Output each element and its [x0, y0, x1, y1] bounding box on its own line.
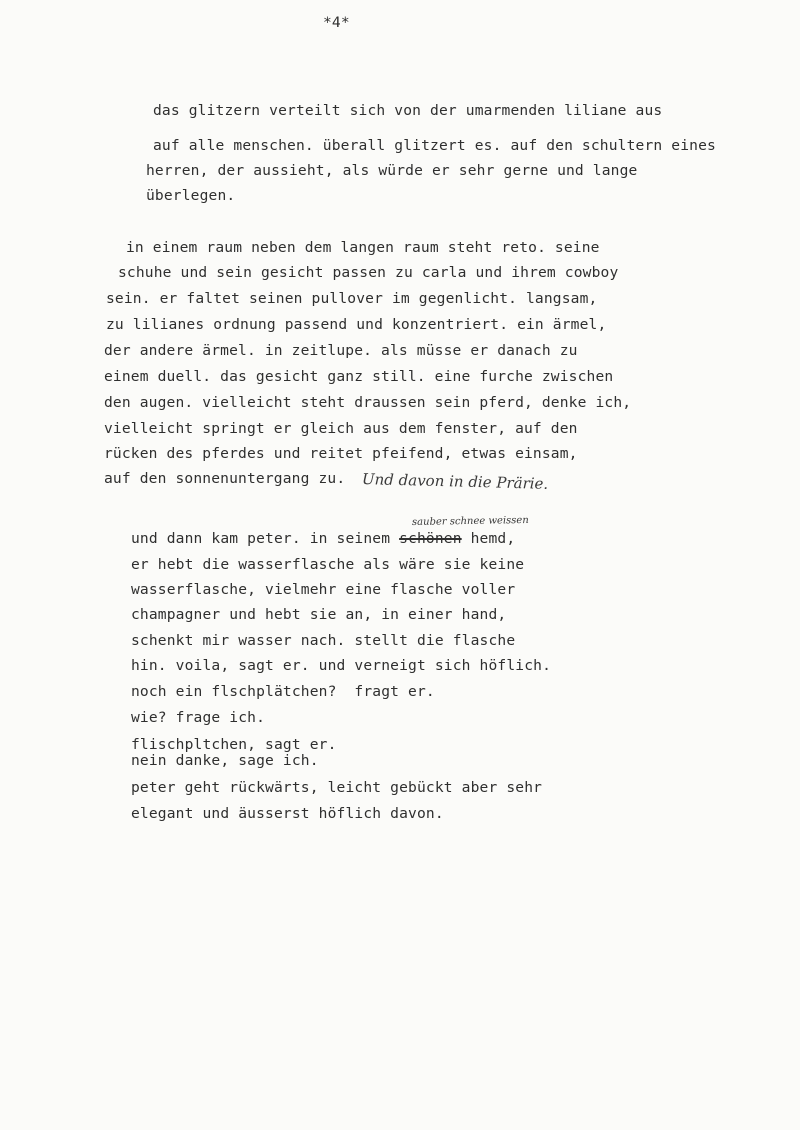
struck-word: schönen [399, 530, 462, 547]
p1-line-4: überlegen. [146, 187, 236, 204]
p2-line-3: sein. er faltet seinen pullover im gegenlicht. langsam, [106, 290, 598, 307]
page-number: *4* [323, 14, 350, 31]
p2-line-2: schuhe und sein gesicht passen zu carla und ihrem cowboy [118, 264, 619, 281]
p3-line-6: hin. voila, sagt er. und verneigt sich höflich. [131, 657, 552, 674]
p3-line-1-after: hemd, [461, 530, 516, 547]
p3-line-11: peter geht rückwärts, leicht gebückt aber sehr [131, 779, 543, 796]
p3-line-10: nein danke, sage ich. [131, 752, 319, 769]
handwritten-addition: Und davon in die Prärie. [361, 470, 549, 493]
p1-line-3: herren, der aussieht, als würde er sehr gerne und lange [146, 162, 638, 179]
p2-line-6: einem duell. das gesicht ganz still. eine furche zwischen [104, 368, 614, 385]
p2-line-7: den augen. vielleicht steht draussen sein pferd, denke ich, [104, 394, 632, 411]
p2-line-1: in einem raum neben dem langen raum steht reto. seine [126, 239, 600, 256]
p3-line-3: wasserflasche, vielmehr eine flasche voller [131, 581, 516, 598]
p3-line-9: flischpltchen, sagt er. [131, 736, 337, 753]
p2-line-10: auf den sonnenuntergang zu. [104, 470, 346, 487]
p3-line-4: champagner und hebt sie an, in einer hand, [131, 606, 507, 623]
p2-line-5: der andere ärmel. in zeitlupe. als müsse er danach zu [104, 342, 578, 359]
p2-line-4: zu lilianes ordnung passend und konzentriert. ein ärmel, [106, 316, 607, 333]
p3-line-1-before: und dann kam peter. in seinem [131, 530, 400, 547]
p3-line-8: wie? frage ich. [131, 709, 266, 726]
p2-line-9: rücken des pferdes und reitet pfeifend, etwas einsam, [104, 445, 578, 462]
p2-line-8: vielleicht springt er gleich aus dem fenster, auf den [104, 420, 578, 437]
p3-line-5: schenkt mir wasser nach. stellt die flasche [131, 632, 516, 649]
p3-line-7: noch ein flschplätchen? fragt er. [131, 683, 435, 700]
p3-line-12: elegant und äusserst höflich davon. [131, 805, 444, 822]
p1-line-2: auf alle menschen. überall glitzert es. auf den schultern eines [153, 137, 716, 154]
p1-line-1: das glitzern verteilt sich von der umarmenden liliane aus [153, 102, 663, 119]
handwritten-insertion: sauber schnee weissen [411, 514, 529, 528]
p3-line-2: er hebt die wasserflasche als wäre sie keine [131, 556, 525, 573]
p3-line-1 [131, 530, 515, 548]
